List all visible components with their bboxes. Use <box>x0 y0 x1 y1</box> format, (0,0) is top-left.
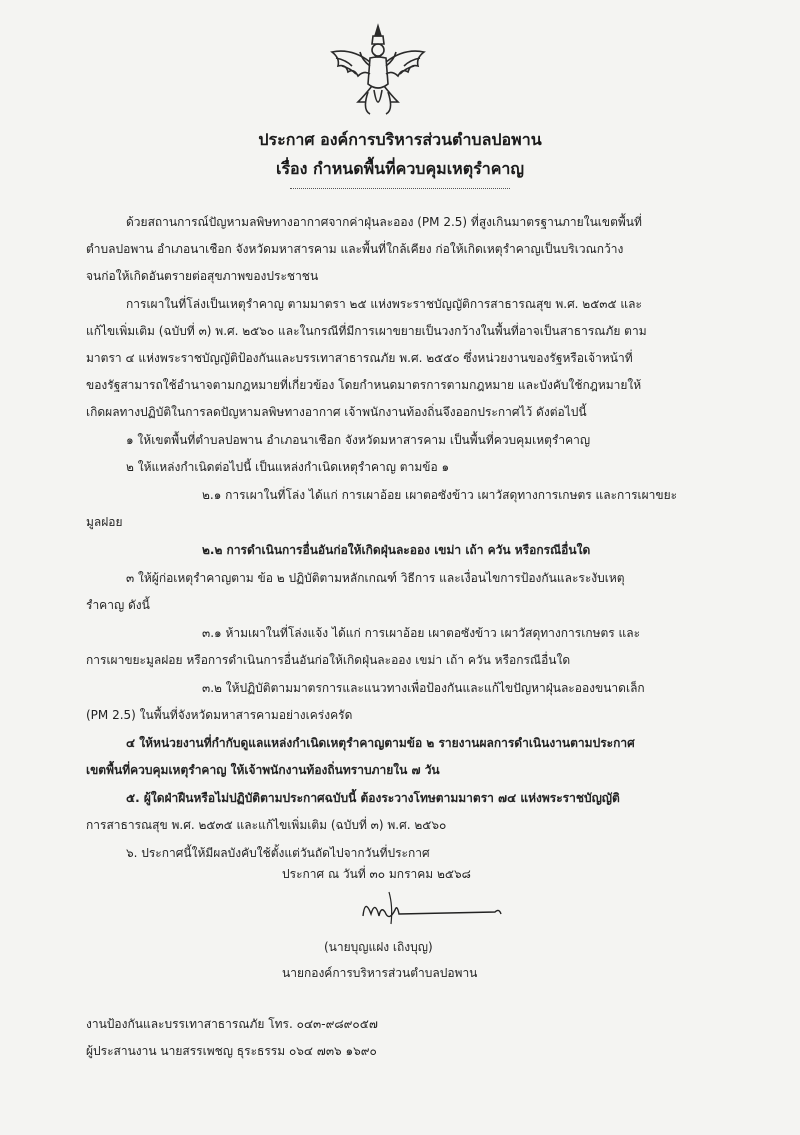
subject-line: เรื่อง กำหนดพื้นที่ควบคุมเหตุรำคาญ <box>275 159 525 178</box>
garuda-emblem-icon <box>317 22 439 118</box>
title-divider <box>290 188 510 189</box>
list-item: ๒.๑ การเผาในที่โล่ง ได้แก่ การเผาอ้อย เผาตอซังข้าว เผาวัสดุทางการเกษตร และการเผาขยะ <box>202 488 678 502</box>
list-item: ๕. ผู้ใดฝ่าฝืนหรือไม่ปฏิบัติตามประกาศฉบับนี้ ต้องระวางโทษตามมาตรา ๗๔ แห่งพระราชบัญญัติ <box>126 791 620 805</box>
list-item: รำคาญ ดังนี้ <box>86 598 150 612</box>
paragraph-line: มาตรา ๔ แห่งพระราชบัญญัติป้องกันและบรรเทาสาธารณภัย พ.ศ. ๒๕๕๐ ซึ่งหน่วยงานของรัฐหรือเจ้าหน้าที่ <box>86 351 633 365</box>
signer-title: นายกองค์การบริหารส่วนตำบลปอพาน <box>282 966 478 980</box>
list-item: ๖. ประกาศนี้ให้มีผลบังคับใช้ตั้งแต่วันถัดไปจากวันที่ประกาศ <box>126 846 430 860</box>
contact-coordinator: ผู้ประสานงาน นายสรรเพชญ ธุระธรรม ๐๖๔ ๗๓๖ ๑๖๙๐ <box>86 1044 377 1058</box>
list-item: ๔ ให้หน่วยงานที่กำกับดูแลแหล่งกำเนิดเหตุรำคาญตามข้อ ๒ รายงานผลการดำเนินงานตามประกาศ <box>126 736 635 750</box>
list-item: เขตพื้นที่ควบคุมเหตุรำคาญ ให้เจ้าพนักงานท้องถิ่นทราบภายใน ๗ วัน <box>86 763 440 777</box>
paragraph-line: เกิดผลทางปฏิบัติในการลดปัญหามลพิษทางอากาศ เจ้าพนักงานท้องถิ่นจึงออกประกาศไว้ ดังต่อไปนี้ <box>86 405 587 419</box>
contact-department: งานป้องกันและบรรเทาสาธารณภัย โทร. ๐๔๓-๙๘๙๐๕๗ <box>86 1017 378 1031</box>
list-item: การเผาขยะมูลฝอย หรือการดำเนินการอื่นอันก่อให้เกิดฝุ่นละออง เขม่า เถ้า ควัน หรือกรณีอื่นใด <box>86 653 571 667</box>
list-item: ๓ ให้ผู้ก่อเหตุรำคาญตาม ข้อ ๒ ปฏิบัติตามหลักเกณฑ์ วิธีการ และเงื่อนไขการป้องกันและระงับเหตุ <box>126 571 625 585</box>
paragraph-line: ของรัฐสามารถใช้อำนาจตามกฎหมายที่เกี่ยวข้อง โดยกำหนดมาตรการตามกฎหมาย และบังคับใช้กฎหมายให้ <box>86 378 642 392</box>
paragraph-line: การเผาในที่โล่งเป็นเหตุรำคาญ ตามมาตรา ๒๕ แห่งพระราชบัญญัติการสาธารณสุข พ.ศ. ๒๕๓๕ และ <box>126 297 642 311</box>
list-item: การสาธารณสุข พ.ศ. ๒๕๓๕ และแก้ไขเพิ่มเติม (ฉบับที่ ๓) พ.ศ. ๒๕๖๐ <box>86 818 447 832</box>
announcement-date: ประกาศ ณ วันที่ ๓๐ มกราคม ๒๕๖๘ <box>282 867 471 881</box>
page-title: ประกาศ องค์การบริหารส่วนตำบลปอพาน <box>258 130 542 149</box>
list-item: ๑ ให้เขตพื้นที่ตำบลปอพาน อำเภอนาเชือก จังหวัดมหาสารคาม เป็นพื้นที่ควบคุมเหตุรำคาญ <box>126 433 591 447</box>
paragraph-line: จนก่อให้เกิดอันตรายต่อสุขภาพของประชาชน <box>86 269 319 283</box>
list-item: ๒.๒ การดำเนินการอื่นอันก่อให้เกิดฝุ่นละออง เขม่า เถ้า ควัน หรือกรณีอื่นใด <box>202 543 591 557</box>
list-item: (PM 2.5) ในพื้นที่จังหวัดมหาสารคามอย่างเคร่งครัด <box>86 708 353 722</box>
paragraph-line: ด้วยสถานการณ์ปัญหามลพิษทางอากาศจากค่าฝุ่นละออง (PM 2.5) ที่สูงเกินมาตรฐานภายในเขตพื้นที่ <box>126 215 642 229</box>
signer-name: (นายบุญแฝง เถิงบุญ) <box>324 940 433 954</box>
list-item: มูลฝอย <box>86 515 123 529</box>
paragraph-line: แก้ไขเพิ่มเติม (ฉบับที่ ๓) พ.ศ. ๒๕๖๐ และในกรณีที่มีการเผาขยายเป็นวงกว้างในพื้นที่อาจเป็นสาธารณภัย ตาม <box>86 324 647 338</box>
list-item: ๓.๒ ให้ปฏิบัติตามมาตรการและแนวทางเพื่อป้องกันและแก้ไขปัญหาฝุ่นละอองขนาดเล็ก <box>202 681 645 695</box>
list-item: ๓.๑ ห้ามเผาในที่โล่งแจ้ง ได้แก่ การเผาอ้อย เผาตอซังข้าว เผาวัสดุทางการเกษตร และ <box>202 626 641 640</box>
paragraph-line: ตำบลปอพาน อำเภอนาเชือก จังหวัดมหาสารคาม และพื้นที่ใกล้เคียง ก่อให้เกิดเหตุรำคาญเป็นบริเวณกว้าง <box>86 242 624 256</box>
handwritten-signature-icon <box>355 886 505 931</box>
list-item: ๒ ให้แหล่งกำเนิดต่อไปนี้ เป็นแหล่งกำเนิดเหตุรำคาญ ตามข้อ ๑ <box>126 460 450 474</box>
